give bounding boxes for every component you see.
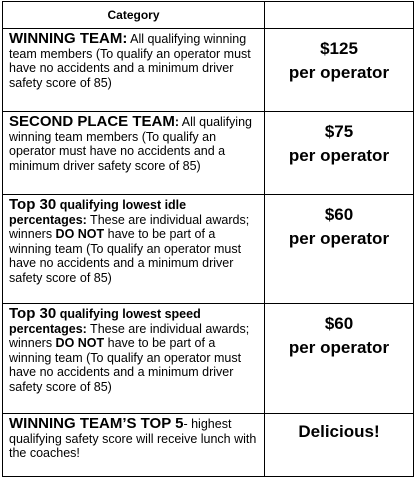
reward-amount: $75 — [324, 122, 354, 141]
reward-text: Delicious! — [298, 422, 380, 441]
category-title-suffix: : — [174, 115, 180, 129]
reward-header — [265, 2, 414, 29]
reward-unit: per operator — [288, 146, 390, 165]
category-description-rest: have to be part of a winning team (To qualify an operator must have no accidents and a minimum driver safety score of 85) — [9, 227, 242, 285]
category-cell — [3, 414, 265, 477]
reward-cell — [265, 414, 414, 477]
category-description: These are individual awards; winners — [9, 212, 250, 242]
reward-unit: per operator — [288, 338, 390, 357]
category-cell — [3, 29, 265, 112]
category-cell — [3, 112, 265, 195]
category-description: These are individual awards; winners — [9, 321, 250, 351]
emphasis-text: DO NOT — [55, 336, 105, 351]
category-cell — [3, 195, 265, 304]
reward-amount: $60 — [324, 205, 354, 224]
reward-unit: per operator — [288, 229, 390, 248]
category-description-rest: have to be part of a winning team (To qualify an operator must have no accidents and a minimum driver safety score of 85) — [9, 336, 242, 394]
emphasis-text: DO NOT — [55, 227, 105, 242]
category-description: All qualifying winning team members (To qualify an operator must have no accidents and a minimum driver safety score of 85) — [9, 115, 252, 173]
category-description: All qualifying winning team members (To qualify an operator must have no accidents and a minimum driver safety score of 85) — [9, 32, 251, 90]
category-description: - highest qualifying safety score will receive lunch with the coaches! — [9, 417, 257, 461]
table-row — [3, 414, 414, 477]
reward-cell — [265, 29, 414, 112]
category-title: Top 30 — [9, 196, 57, 213]
category-title: WINNING TEAM’S TOP 5 — [9, 415, 184, 432]
category-title: Top 30 — [9, 305, 57, 322]
category-title: SECOND PLACE TEAM — [9, 113, 175, 130]
table-row — [3, 304, 414, 414]
category-title-rest: qualifying lowest speed percentages: — [9, 307, 201, 336]
category-title-suffix: : — [122, 30, 128, 47]
table-row — [3, 112, 414, 195]
table-row — [3, 29, 414, 112]
awards-table — [2, 1, 414, 477]
reward-amount: $125 — [320, 39, 358, 58]
reward-amount: $60 — [324, 314, 354, 333]
category-header: Category — [3, 2, 265, 29]
reward-cell — [265, 195, 414, 304]
table-row — [3, 195, 414, 304]
category-title: WINNING TEAM — [9, 30, 123, 47]
reward-unit: per operator — [288, 63, 390, 82]
reward-cell — [265, 304, 414, 414]
category-title-rest: qualifying lowest idle percentages: — [9, 198, 187, 227]
category-cell — [3, 304, 265, 414]
reward-cell — [265, 112, 414, 195]
header-row — [3, 2, 414, 29]
